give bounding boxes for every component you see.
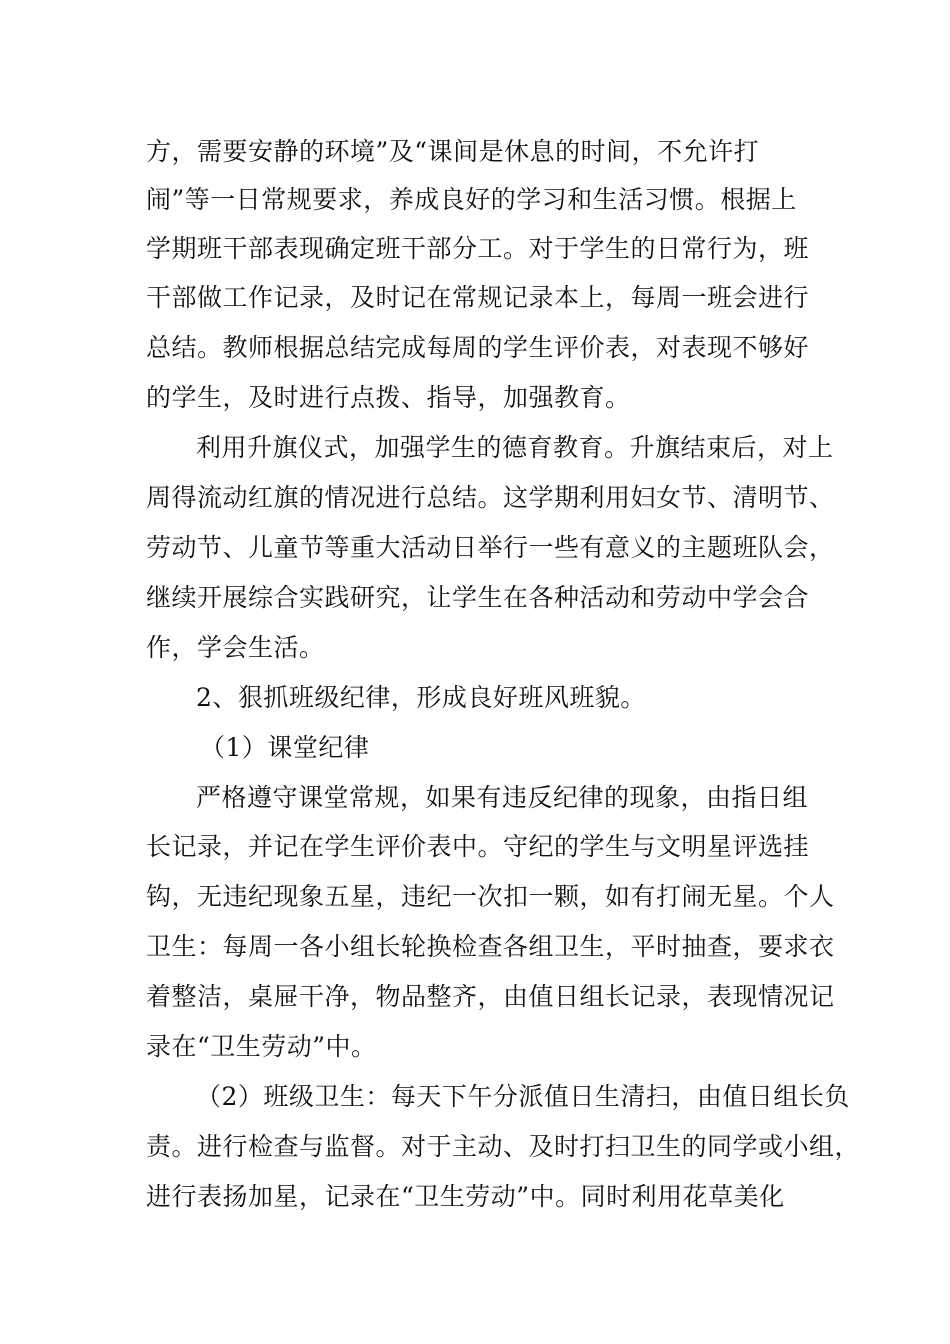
text-line-22: 进行表扬加星，记录在“卫生劳动”中。同时利用花草美化 [146, 1182, 785, 1211]
text-line-16: 钩，无违纪现象五星，违纪一次扣一颗，如有打闹无星。个人 [146, 882, 835, 911]
text-line-9: 劳动节、儿童节等重大活动日举行一些有意义的主题班队会， [146, 533, 835, 562]
text-line-6: 的学生，及时进行点拨、指导，加强教育。 [146, 383, 631, 412]
text-line-19: 录在“卫生劳动”中。 [146, 1032, 377, 1061]
text-line-1: 方，需要安静的环境”及“课间是休息的时间，不允许打 [146, 137, 760, 166]
text-line-18: 着整洁，桌屉干净，物品整齐，由值日组长记录，表现情况记 [146, 982, 835, 1011]
text-line-5: 总结。教师根据总结完成每周的学生评价表，对表现不够好 [146, 333, 810, 362]
text-line-17: 卫生：每周一各小组长轮换检查各组卫生，平时抽查，要求衣 [146, 932, 835, 961]
section-heading-2: 2、狠抓班级纪律，形成良好班风班貌。 [196, 683, 646, 712]
paragraph-2-line-1: 利用升旗仪式，加强学生的德育教育。升旗结束后，对上 [196, 433, 834, 462]
text-line-15: 长记录，并记在学生评价表中。守纪的学生与文明星评选挂 [146, 832, 810, 861]
text-line-8: 周得流动红旗的情况进行总结。这学期利用妇女节、清明节、 [146, 483, 835, 512]
text-line-4: 干部做工作记录，及时记在常规记录本上，每周一班会进行 [146, 283, 810, 312]
subheading-2-line-1: （2）班级卫生：每天下午分派值日生清扫，由值日组长负 [196, 1082, 850, 1111]
paragraph-3-line-1: 严格遵守课堂常规，如果有违反纪律的现象，由指日组 [196, 783, 809, 812]
text-line-2: 闹”等一日常规要求，养成良好的学习和生活习惯。根据上 [146, 185, 797, 214]
text-line-3: 学期班干部表现确定班干部分工。对于学生的日常行为，班 [146, 234, 810, 263]
subheading-1: （1）课堂纪律 [200, 733, 370, 762]
text-line-11: 作，学会生活。 [146, 633, 325, 662]
text-line-10: 继续开展综合实践研究，让学生在各种活动和劳动中学会合 [146, 583, 810, 612]
text-line-21: 责。进行检查与监督。对于主动、及时打扫卫生的同学或小组， [146, 1132, 861, 1161]
